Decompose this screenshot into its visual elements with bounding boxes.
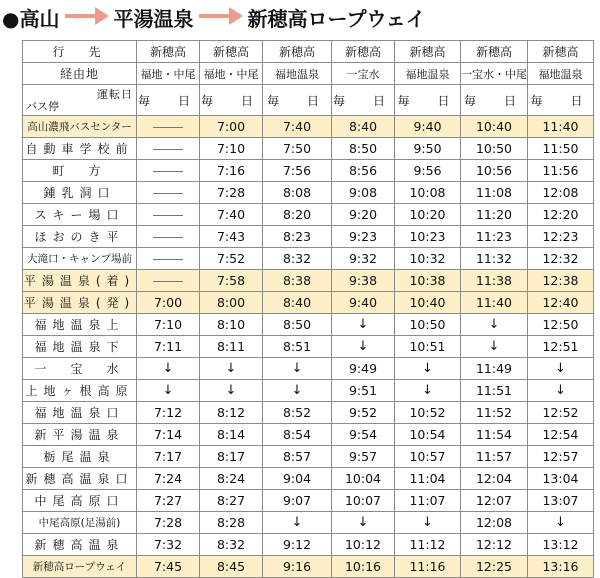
departure-time: 9:40 [395, 116, 461, 138]
bus-stop-name: 新平湯温泉 [23, 424, 137, 446]
destination-cell: 新穂高 [332, 41, 395, 63]
departure-time: 9:56 [395, 160, 461, 182]
departure-time: 13:07 [528, 490, 594, 512]
operation-stop-header [23, 85, 137, 116]
departure-time: 12:50 [528, 314, 594, 336]
via-cell: 福地・中尾 [200, 63, 263, 85]
operation-cell: 毎 日 [332, 85, 395, 116]
pass-through-arrow-icon: ↓ [461, 336, 528, 358]
bus-stop-name: 高山濃飛バスセンター [23, 116, 137, 138]
departure-time: 12:07 [461, 490, 528, 512]
departure-time: 12:52 [528, 402, 594, 424]
no-service-dash [137, 182, 200, 204]
departure-time: 7:45 [137, 556, 200, 578]
timetable-row [23, 556, 594, 578]
timetable-row [23, 512, 594, 534]
departure-time: 8:23 [263, 226, 332, 248]
departure-time: 12:08 [461, 512, 528, 534]
departure-time: 8:32 [263, 248, 332, 270]
route-arrow-icon [199, 5, 243, 27]
no-service-dash [137, 248, 200, 270]
departure-time: 12:04 [461, 468, 528, 490]
operation-cell: 毎 日 [263, 85, 332, 116]
departure-time: 12:12 [461, 534, 528, 556]
departure-time: 13:16 [528, 556, 594, 578]
departure-time: 11:40 [461, 292, 528, 314]
bus-stop-name: 福地温泉口 [23, 402, 137, 424]
departure-time: 9:32 [332, 248, 395, 270]
departure-time: 8:40 [263, 292, 332, 314]
departure-time: 7:14 [137, 424, 200, 446]
departure-time: 10:04 [332, 468, 395, 490]
departure-time: 7:16 [200, 160, 263, 182]
bus-stop-name: 新穂高温泉口 [23, 468, 137, 490]
dash-line-icon [153, 193, 183, 194]
departure-time: 10:57 [395, 446, 461, 468]
timetable-row [23, 358, 594, 380]
departure-time: 8:32 [200, 534, 263, 556]
timetable-row [23, 204, 594, 226]
departure-time: 9:57 [332, 446, 395, 468]
departure-time: 11:12 [395, 534, 461, 556]
via-cell: 一宝水・中尾 [461, 63, 528, 85]
departure-time: 10:20 [395, 204, 461, 226]
departure-time: 8:20 [263, 204, 332, 226]
departure-time: 11:38 [461, 270, 528, 292]
no-service-dash [137, 204, 200, 226]
departure-time: 8:51 [263, 336, 332, 358]
departure-time: 7:10 [137, 314, 200, 336]
departure-time: 9:20 [332, 204, 395, 226]
via-row [23, 63, 594, 85]
bus-stop-name: 鍾乳洞口 [23, 182, 137, 204]
route-stop-hirayu: 平湯温泉 [113, 6, 194, 31]
timetable-row [23, 490, 594, 512]
departure-time: 12:54 [528, 424, 594, 446]
departure-time: 10:12 [332, 534, 395, 556]
departure-time: 9:49 [332, 358, 395, 380]
dash-line-icon [153, 149, 183, 150]
via-cell: 福地温泉 [528, 63, 594, 85]
bus-stop-name: 福地温泉上 [23, 314, 137, 336]
pass-through-arrow-icon: ↓ [528, 512, 594, 534]
departure-time: 8:45 [200, 556, 263, 578]
pass-through-arrow-icon: ↓ [395, 512, 461, 534]
pass-through-arrow-icon: ↓ [137, 358, 200, 380]
departure-time: 9:04 [263, 468, 332, 490]
no-service-dash [137, 226, 200, 248]
departure-time: 7:52 [200, 248, 263, 270]
pass-through-arrow-icon: ↓ [263, 512, 332, 534]
departure-time: 8:50 [332, 138, 395, 160]
destination-cell: 新穂高 [137, 41, 200, 63]
departure-time: 10:08 [395, 182, 461, 204]
pass-through-arrow-icon: ↓ [395, 358, 461, 380]
departure-time: 12:20 [528, 204, 594, 226]
no-service-dash [137, 116, 200, 138]
departure-time: 10:16 [332, 556, 395, 578]
dash-line-icon [153, 171, 183, 172]
bus-stop-name: 福地温泉下 [23, 336, 137, 358]
departure-time: 8:14 [200, 424, 263, 446]
departure-time: 11:16 [395, 556, 461, 578]
departure-time: 12:08 [528, 182, 594, 204]
departure-time: 10:23 [395, 226, 461, 248]
departure-time: 11:57 [461, 446, 528, 468]
departure-time: 7:24 [137, 468, 200, 490]
departure-time: 10:50 [461, 138, 528, 160]
departure-time: 7:56 [263, 160, 332, 182]
bus-stop-name: 自動車学校前 [23, 138, 137, 160]
pass-through-arrow-icon: ↓ [528, 380, 594, 402]
dash-line-icon [153, 127, 183, 128]
departure-time: 11:50 [528, 138, 594, 160]
operation-row [23, 85, 594, 116]
departure-time: 11:56 [528, 160, 594, 182]
departure-time: 8:10 [200, 314, 263, 336]
departure-time: 7:43 [200, 226, 263, 248]
bus-stop-name: 一 宝 水 [23, 358, 137, 380]
pass-through-arrow-icon: ↓ [200, 380, 263, 402]
bus-stop-name: 栃尾温泉 [23, 446, 137, 468]
timetable-row [23, 116, 594, 138]
departure-time: 10:40 [461, 116, 528, 138]
pass-through-arrow-icon: ↓ [137, 380, 200, 402]
departure-time: 11:51 [461, 380, 528, 402]
departure-time: 11:04 [395, 468, 461, 490]
timetable-row [23, 160, 594, 182]
departure-time: 9:50 [395, 138, 461, 160]
bus-stop-name: 平湯温泉(着) [23, 270, 137, 292]
operation-label: 運転日 [97, 88, 133, 101]
departure-time: 9:40 [332, 292, 395, 314]
operation-cell: 毎 日 [395, 85, 461, 116]
departure-time: 7:40 [263, 116, 332, 138]
route-arrow-icon [65, 5, 109, 27]
departure-time: 7:12 [137, 402, 200, 424]
via-cell: 福地温泉 [263, 63, 332, 85]
departure-time: 11:52 [461, 402, 528, 424]
departure-time: 12:25 [461, 556, 528, 578]
operation-cell: 毎 日 [200, 85, 263, 116]
departure-time: 9:08 [332, 182, 395, 204]
timetable-row [23, 336, 594, 358]
timetable-row [23, 292, 594, 314]
no-service-dash [137, 160, 200, 182]
dash-line-icon [153, 281, 183, 282]
departure-time: 13:12 [528, 534, 594, 556]
timetable-row [23, 402, 594, 424]
pass-through-arrow-icon: ↓ [263, 380, 332, 402]
departure-time: 8:08 [263, 182, 332, 204]
stop-label: バス停 [26, 100, 59, 113]
departure-time: 8:54 [263, 424, 332, 446]
no-service-dash [137, 138, 200, 160]
bus-stop-name: 新穂高ロープウェイ [23, 556, 137, 578]
route-origin: ●高山 [2, 6, 60, 31]
dash-line-icon [153, 215, 183, 216]
departure-time: 8:38 [263, 270, 332, 292]
departure-time: 7:17 [137, 446, 200, 468]
bus-stop-name: 上地ヶ根高原 [23, 380, 137, 402]
timetable-row [23, 182, 594, 204]
via-cell: 福地温泉 [395, 63, 461, 85]
departure-time: 9:38 [332, 270, 395, 292]
departure-time: 7:11 [137, 336, 200, 358]
departure-time: 7:58 [200, 270, 263, 292]
operation-cell: 毎 日 [528, 85, 594, 116]
timetable-row [23, 424, 594, 446]
dash-line-icon [153, 237, 183, 238]
departure-time: 7:32 [137, 534, 200, 556]
pass-through-arrow-icon: ↓ [528, 358, 594, 380]
operation-cell: 毎 日 [137, 85, 200, 116]
departure-time: 9:07 [263, 490, 332, 512]
destination-label: 行 先 [23, 41, 137, 63]
destination-cell: 新穂高 [263, 41, 332, 63]
pass-through-arrow-icon: ↓ [332, 314, 395, 336]
departure-time: 9:16 [263, 556, 332, 578]
departure-time: 10:38 [395, 270, 461, 292]
departure-time: 10:32 [395, 248, 461, 270]
timetable [22, 40, 594, 578]
departure-time: 11:07 [395, 490, 461, 512]
departure-time: 7:00 [200, 116, 263, 138]
departure-time: 12:23 [528, 226, 594, 248]
departure-time: 9:23 [332, 226, 395, 248]
departure-time: 9:51 [332, 380, 395, 402]
timetable-row [23, 270, 594, 292]
route-title [0, 0, 600, 34]
departure-time: 7:28 [200, 182, 263, 204]
dash-line-icon [153, 259, 183, 260]
bus-stop-name: スキー場口 [23, 204, 137, 226]
pass-through-arrow-icon: ↓ [332, 336, 395, 358]
departure-time: 7:00 [137, 292, 200, 314]
departure-time: 11:08 [461, 182, 528, 204]
departure-time: 8:17 [200, 446, 263, 468]
operation-cell: 毎 日 [461, 85, 528, 116]
departure-time: 12:57 [528, 446, 594, 468]
bus-stop-name: 大滝口・キャンプ場前 [23, 248, 137, 270]
departure-time: 10:07 [332, 490, 395, 512]
route-destination: 新穂高ロープウェイ [247, 6, 426, 31]
departure-time: 11:32 [461, 248, 528, 270]
bus-stop-name: 新穂高温泉 [23, 534, 137, 556]
departure-time: 8:00 [200, 292, 263, 314]
pass-through-arrow-icon: ↓ [395, 380, 461, 402]
departure-time: 10:54 [395, 424, 461, 446]
destination-cell: 新穂高 [395, 41, 461, 63]
departure-time: 8:11 [200, 336, 263, 358]
pass-through-arrow-icon: ↓ [263, 358, 332, 380]
departure-time: 7:40 [200, 204, 263, 226]
destination-row [23, 41, 594, 63]
departure-time: 8:52 [263, 402, 332, 424]
departure-time: 10:52 [395, 402, 461, 424]
departure-time: 7:50 [263, 138, 332, 160]
departure-time: 9:54 [332, 424, 395, 446]
bus-stop-name: 町 方 [23, 160, 137, 182]
via-cell: 一宝水 [332, 63, 395, 85]
timetable-row [23, 314, 594, 336]
pass-through-arrow-icon: ↓ [200, 358, 263, 380]
bus-stop-name: 中尾高原(足湯前) [23, 512, 137, 534]
timetable-row [23, 248, 594, 270]
departure-time: 9:12 [263, 534, 332, 556]
pass-through-arrow-icon: ↓ [461, 314, 528, 336]
timetable-row [23, 534, 594, 556]
departure-time: 9:52 [332, 402, 395, 424]
departure-time: 8:40 [332, 116, 395, 138]
destination-cell: 新穂高 [528, 41, 594, 63]
departure-time: 10:51 [395, 336, 461, 358]
departure-time: 7:28 [137, 512, 200, 534]
departure-time: 8:57 [263, 446, 332, 468]
departure-time: 12:40 [528, 292, 594, 314]
departure-time: 10:50 [395, 314, 461, 336]
departure-time: 8:27 [200, 490, 263, 512]
departure-time: 11:20 [461, 204, 528, 226]
departure-time: 11:40 [528, 116, 594, 138]
bus-stop-name: ほおのき平 [23, 226, 137, 248]
departure-time: 11:49 [461, 358, 528, 380]
via-cell: 福地・中尾 [137, 63, 200, 85]
bus-stop-name: 中尾高原口 [23, 490, 137, 512]
timetable-row [23, 226, 594, 248]
destination-cell: 新穂高 [461, 41, 528, 63]
no-service-dash [137, 270, 200, 292]
bus-stop-name: 平湯温泉(発) [23, 292, 137, 314]
departure-time: 8:28 [200, 512, 263, 534]
departure-time: 10:56 [461, 160, 528, 182]
departure-time: 10:40 [395, 292, 461, 314]
departure-time: 13:04 [528, 468, 594, 490]
departure-time: 7:27 [137, 490, 200, 512]
timetable-row [23, 380, 594, 402]
departure-time: 12:38 [528, 270, 594, 292]
timetable-row [23, 446, 594, 468]
departure-time: 8:56 [332, 160, 395, 182]
departure-time: 8:50 [263, 314, 332, 336]
departure-time: 8:24 [200, 468, 263, 490]
via-label: 経由地 [23, 63, 137, 85]
departure-time: 12:32 [528, 248, 594, 270]
departure-time: 7:10 [200, 138, 263, 160]
departure-time: 11:54 [461, 424, 528, 446]
timetable-row [23, 138, 594, 160]
pass-through-arrow-icon: ↓ [332, 512, 395, 534]
departure-time: 12:51 [528, 336, 594, 358]
departure-time: 8:12 [200, 402, 263, 424]
timetable-row [23, 468, 594, 490]
destination-cell: 新穂高 [200, 41, 263, 63]
departure-time: 11:23 [461, 226, 528, 248]
